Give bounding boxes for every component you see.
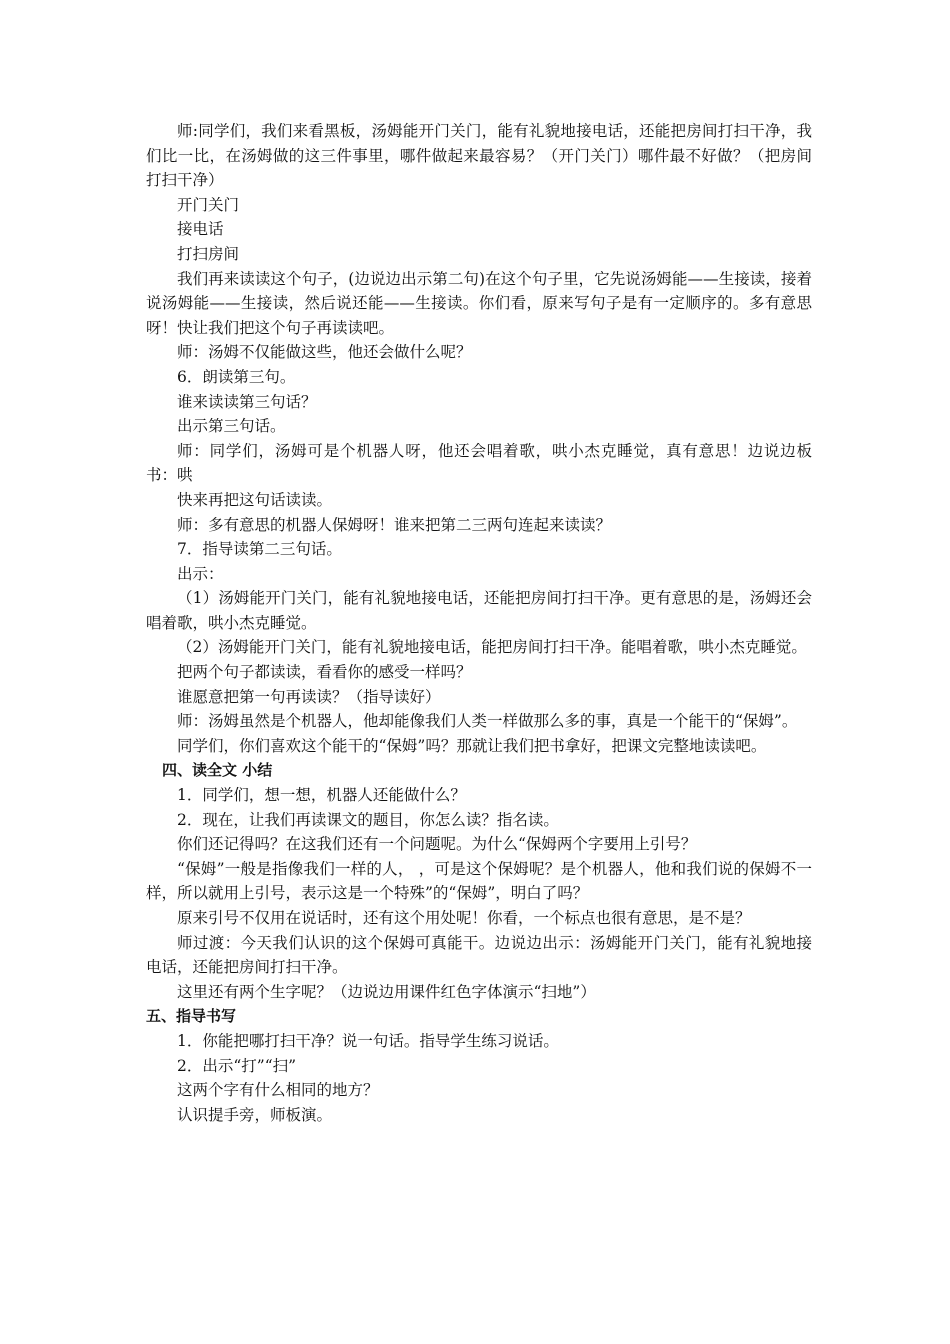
text-line: 这两个字有什么相同的地方？ bbox=[177, 1081, 379, 1100]
text-line: 原来引号不仅用在说话时，还有这个用处呢！你看，一个标点也很有意思，是不是？ bbox=[177, 909, 751, 927]
section-heading: 五、指导书写 bbox=[146, 1007, 237, 1026]
text-line: 这里还有两个生字呢？（边说边用课件红色字体演示“扫地”） bbox=[177, 982, 596, 1001]
text-line: 认识提手旁，师板演。 bbox=[177, 1105, 333, 1124]
text-line: 2．出示“打”“扫” bbox=[177, 1056, 297, 1075]
paragraph: （1）汤姆能开门关门，能有礼貌地接电话，还能把房间打扫干净。更有意思的是，汤姆还会唱着歌，哄小杰克睡觉。 bbox=[146, 589, 812, 632]
text-line: 1．你能把哪打扫干净？说一句话。指导学生练习说话。 bbox=[177, 1031, 559, 1050]
paragraph: 师：同学们，汤姆可是个机器人呀，他还会唱着歌，哄小杰克睡觉，真有意思！边说边板书：哄 bbox=[146, 441, 812, 485]
paragraph: （2）汤姆能开门关门，能有礼貌地接电话，能把房间打扫干净。能唱着歌，哄小杰克睡觉。 bbox=[177, 638, 807, 657]
text-line: 快来再把这句话读读。 bbox=[177, 490, 333, 509]
text-line: 谁愿意把第一句再读读？（指导读好） bbox=[177, 687, 441, 706]
text-line: 师：多有意思的机器人保姆呀！谁来把第二三两句连起来读读？ bbox=[177, 515, 612, 534]
paragraph: 师过渡：今天我们认识的这个保姆可真能干。边说边出示：汤姆能开门关门，能有礼貌地接电话，还能把房间打扫干净。 bbox=[146, 933, 812, 977]
text-line: 2．现在，让我们再读课文的题目，你怎么读？指名读。 bbox=[177, 810, 559, 829]
text-line: 谁来读读第三句话？ bbox=[177, 392, 317, 411]
text-line: 师：汤姆不仅能做这些，他还会做什么呢？ bbox=[177, 343, 472, 362]
text-line: 7．指导读第二三句话。 bbox=[177, 540, 342, 559]
paragraph: 师：汤姆虽然是个机器人，他却能像我们人类一样做那么多的事，真是一个能干的“保姆”。 bbox=[177, 712, 798, 731]
text-line: 6．朗读第三句。 bbox=[177, 367, 296, 386]
text-line: 把两个句子都读读，看看你的感受一样吗？ bbox=[177, 663, 472, 682]
text-line: 出示： bbox=[177, 564, 224, 583]
paragraph: 同学们，你们喜欢这个能干的“保姆”吗？那就让我们把书拿好，把课文完整地读读吧。 bbox=[177, 736, 767, 755]
text-line: 你们还记得吗？在这我们还有一个问题呢。为什么“保姆两个字要用上引号？ bbox=[177, 835, 697, 854]
text-line: 出示第三句话。 bbox=[177, 417, 286, 436]
text-line: 开门关门 bbox=[177, 195, 240, 214]
text-line: 接电话 bbox=[177, 220, 224, 239]
text-line: 1．同学们，想一想，机器人还能做什么？ bbox=[177, 786, 466, 805]
paragraph: 师:同学们，我们来看黑板，汤姆能开门关门，能有礼貌地接电话，还能把房间打扫干净，我们比一比，在汤姆做的这三件事里，哪件做起来最容易？（开门关门）哪件最不好做？（把房间打扫干净） bbox=[146, 122, 812, 190]
document-body bbox=[146, 119, 812, 1127]
paragraph: 我们再来读读这个句子，(边说边出示第二句)在这个句子里，它先说汤姆能——生接读，接着说汤姆能——生接读，然后说还能——生接读。你们看，原来写句子是有一定顺序的。多有意思呀！快让我们把这个句子再读读吧。 bbox=[146, 269, 812, 337]
text-line: 打扫房间 bbox=[177, 244, 240, 263]
paragraph: “保姆”一般是指像我们一样的人， ，可是这个保姆呢？是个机器人，他和我们说的保姆不一样，所以就用上引号，表示这是一个特殊”的“保姆”，明白了吗？ bbox=[146, 859, 812, 903]
section-heading: 四、读全文 小结 bbox=[162, 761, 273, 780]
